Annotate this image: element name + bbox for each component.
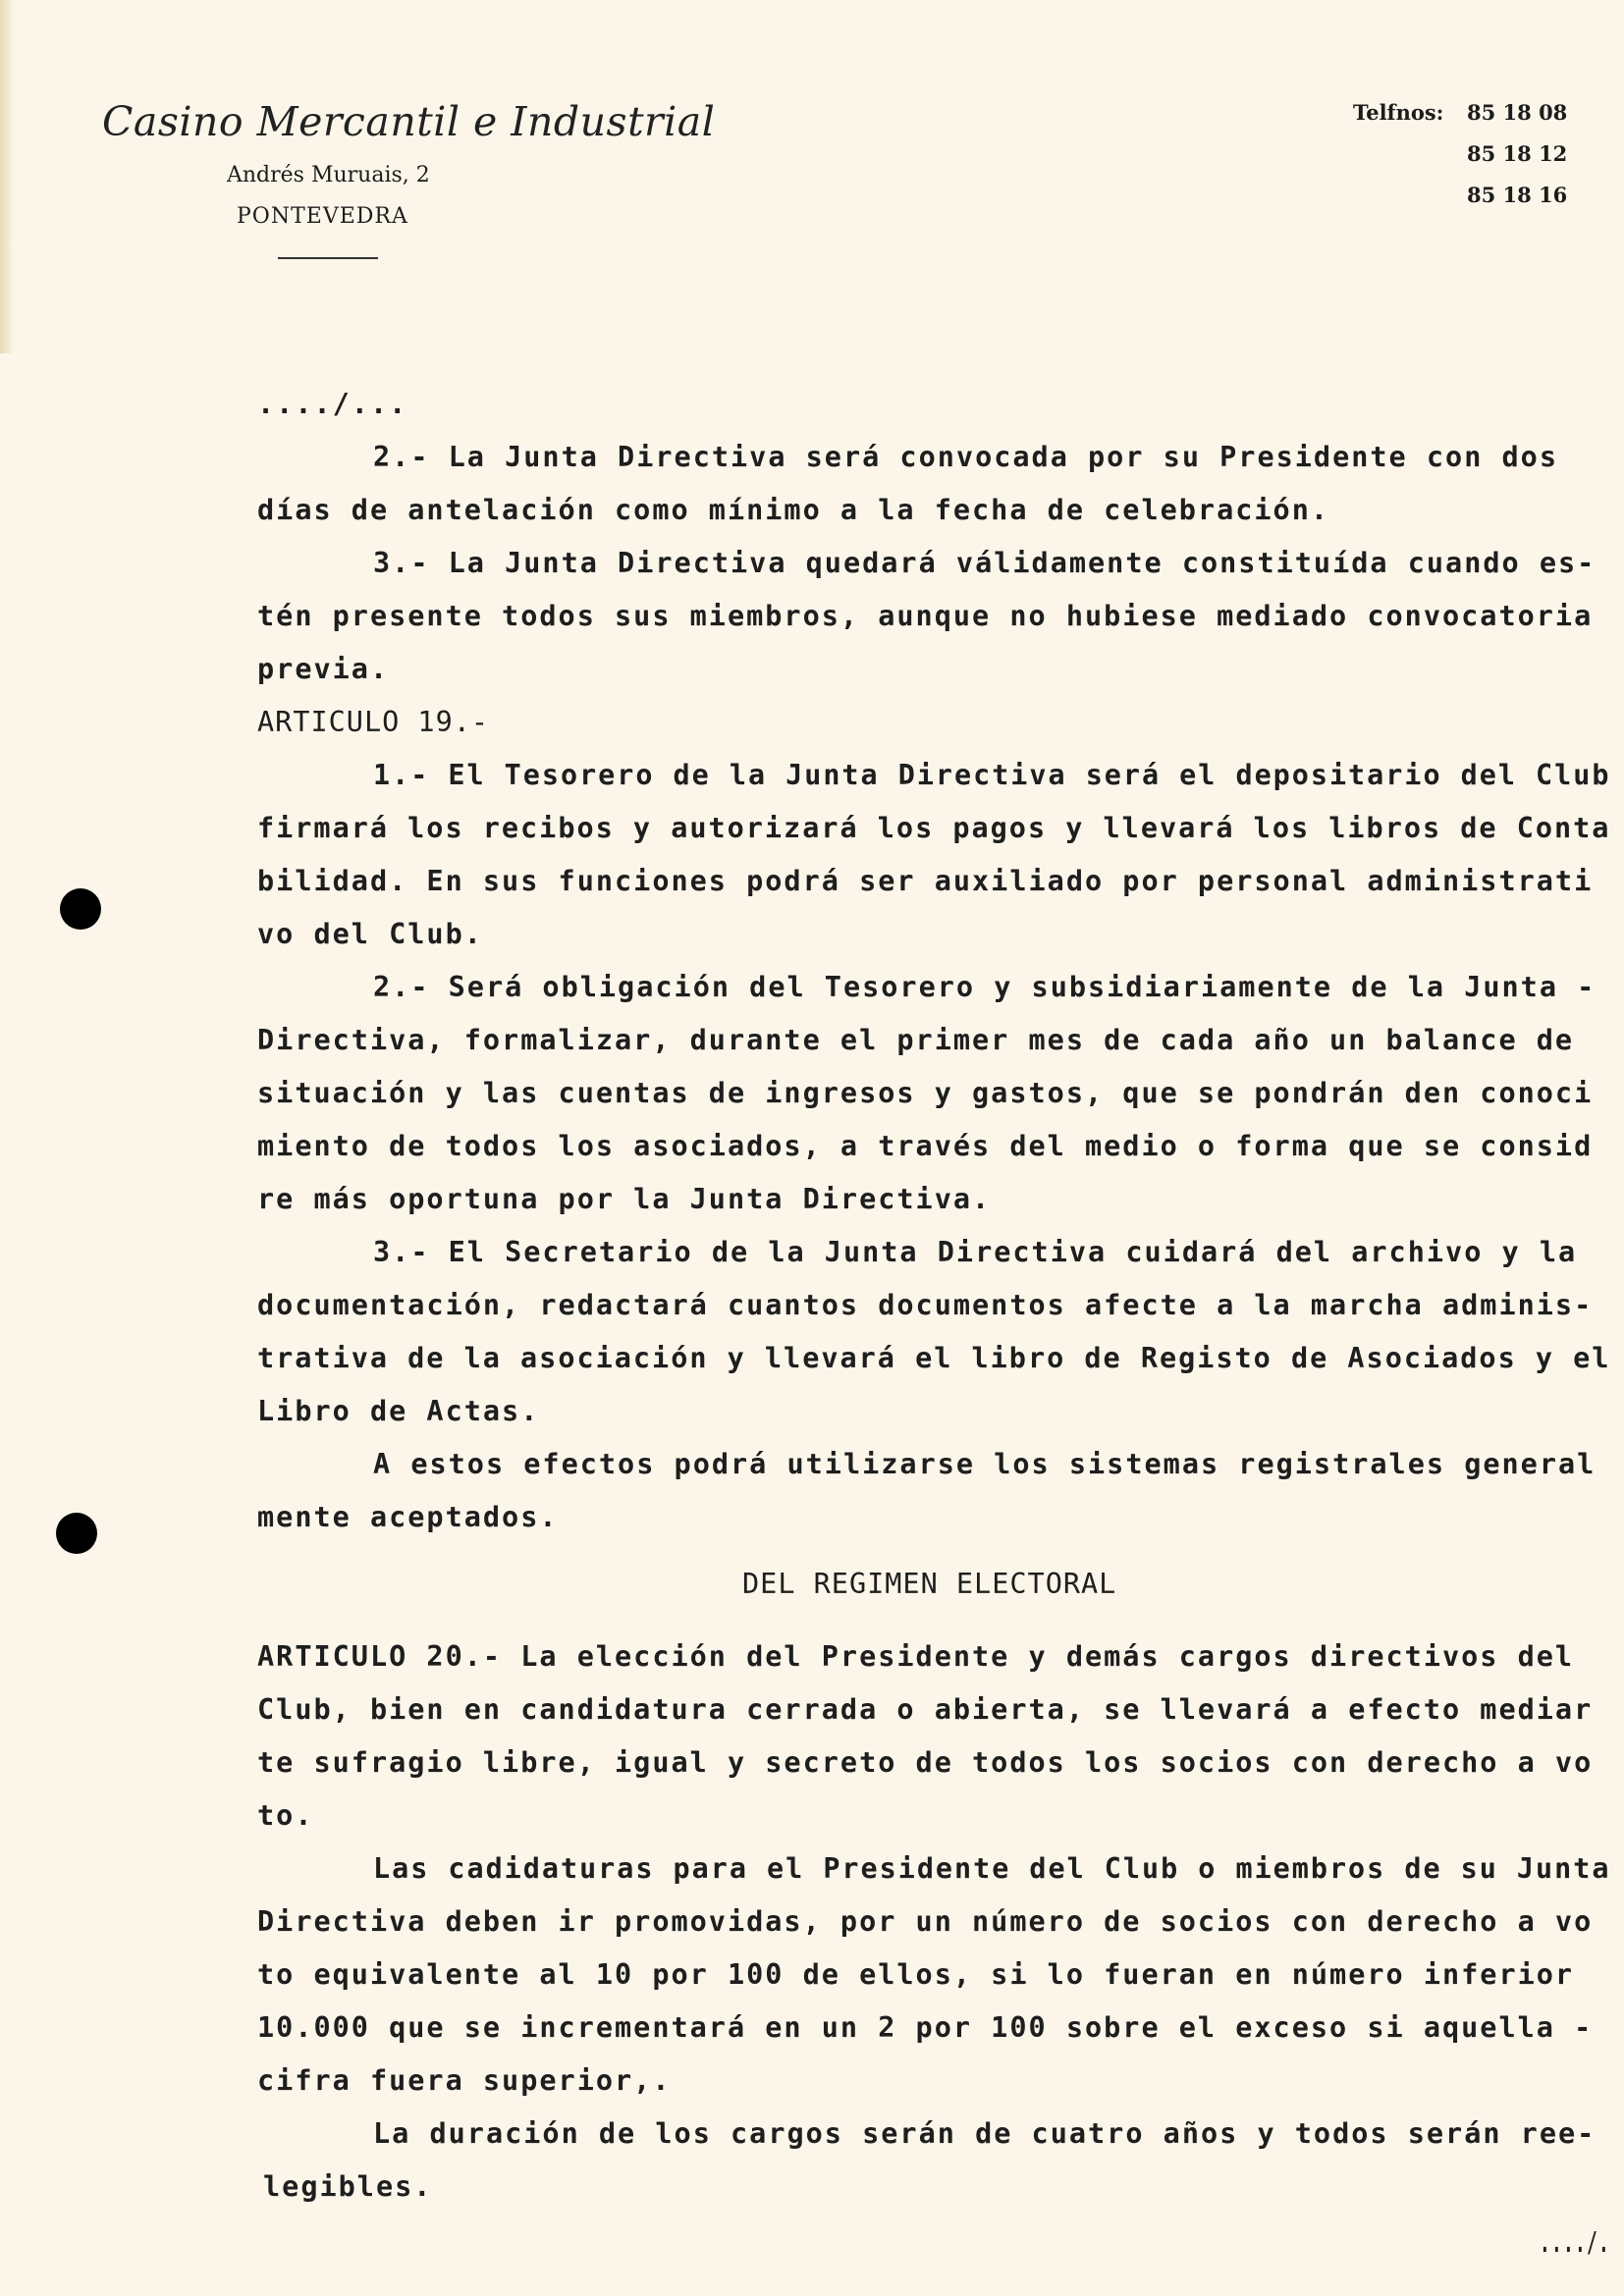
letterhead-name: Casino Mercantil e Industrial [102,98,716,145]
phone-number: 85 18 08 [1467,100,1568,125]
punch-hole-upper [60,888,101,930]
text-line: mente aceptados. [257,1501,559,1533]
text-line: vo del Club. [257,918,483,950]
phone-number: 85 18 16 [1467,183,1568,207]
text-line: días de antelación como mínimo a la fecha de celebración. [257,494,1330,526]
text-line: Club, bien en candidatura cerrada o abierta, se llevará a efecto mediar [257,1693,1594,1726]
text-line: La duración de los cargos serán de cuatro años y todos serán ree- [373,2117,1597,2150]
text-line: Las cadidaturas para el Presidente del Club o miembros de su Junta [373,1852,1611,1885]
text-line: 3.- El Secretario de la Junta Directiva cuidará del archivo y la [373,1236,1578,1268]
text-line: documentación, redactará cuantos documentos afecte a la marcha adminis- [257,1289,1594,1321]
text-line: situación y las cuentas de ingresos y gastos, que se pondrán den conoci [257,1077,1594,1109]
phones-label: Telfnos: [1353,100,1444,125]
text-line: firmará los recibos y autorizará los pagos y llevará los libros de Conta [257,812,1611,844]
article-heading: ARTICULO 19.- [257,706,490,738]
text-line: bilidad. En sus funciones podrá ser auxiliado por personal administrati [257,865,1594,897]
text-line: to equivalente al 10 por 100 de ellos, si lo fueran en número inferior [257,1958,1575,1991]
text-line: te sufragio libre, igual y secreto de todos los socios con derecho a vo [257,1746,1594,1779]
text-line: 2.- Será obligación del Tesorero y subsidiariamente de la Junta - [373,971,1597,1003]
letterhead-address: Andrés Muruais, 2 [227,163,430,187]
text-line: Directiva deben ir promovidas, por un número de socios con derecho a vo [257,1905,1594,1938]
text-line: re más oportuna por la Junta Directiva. [257,1183,992,1215]
punch-hole-lower [56,1513,97,1554]
letterhead-divider [278,257,378,259]
continuation-mark-top: ..../... [257,388,408,420]
text-line: Directiva, formalizar, durante el primer mes de cada año un balance de [257,1024,1575,1056]
text-line: miento de todos los asociados, a través del medio o forma que se consid [257,1130,1594,1162]
text-line: A estos efectos podrá utilizarse los sistemas registrales general [373,1448,1597,1480]
text-line: legibles. [263,2170,433,2203]
text-line: tén presente todos sus miembros, aunque no hubiese mediado convocatoria [257,600,1594,632]
text-line: ARTICULO 20.- La elección del Presidente y demás cargos directivos del [257,1640,1575,1673]
text-line: previa. [257,653,390,685]
section-heading: DEL REGIMEN ELECTORAL [742,1568,1117,1600]
text-line: 2.- La Junta Directiva será convocada por su Presidente con dos [373,441,1558,473]
text-line: Libro de Actas. [257,1395,540,1427]
text-line: 1.- El Tesorero de la Junta Directiva será el depositario del Club [373,759,1611,791]
phone-number: 85 18 12 [1467,141,1568,166]
text-line: 10.000 que se incrementará en un 2 por 100 sobre el exceso si aquella - [257,2011,1594,2044]
letterhead-city: PONTEVEDRA [237,204,408,229]
page-edge-shadow [0,0,14,353]
continuation-mark-bottom: ..../. [1540,2226,1610,2259]
text-line: to. [257,1799,314,1832]
text-line: 3.- La Junta Directiva quedará válidamente constituída cuando es- [373,547,1597,579]
text-line: trativa de la asociación y llevará el libro de Registo de Asociados y el [257,1342,1611,1374]
text-line: cifra fuera superior,. [257,2064,672,2097]
